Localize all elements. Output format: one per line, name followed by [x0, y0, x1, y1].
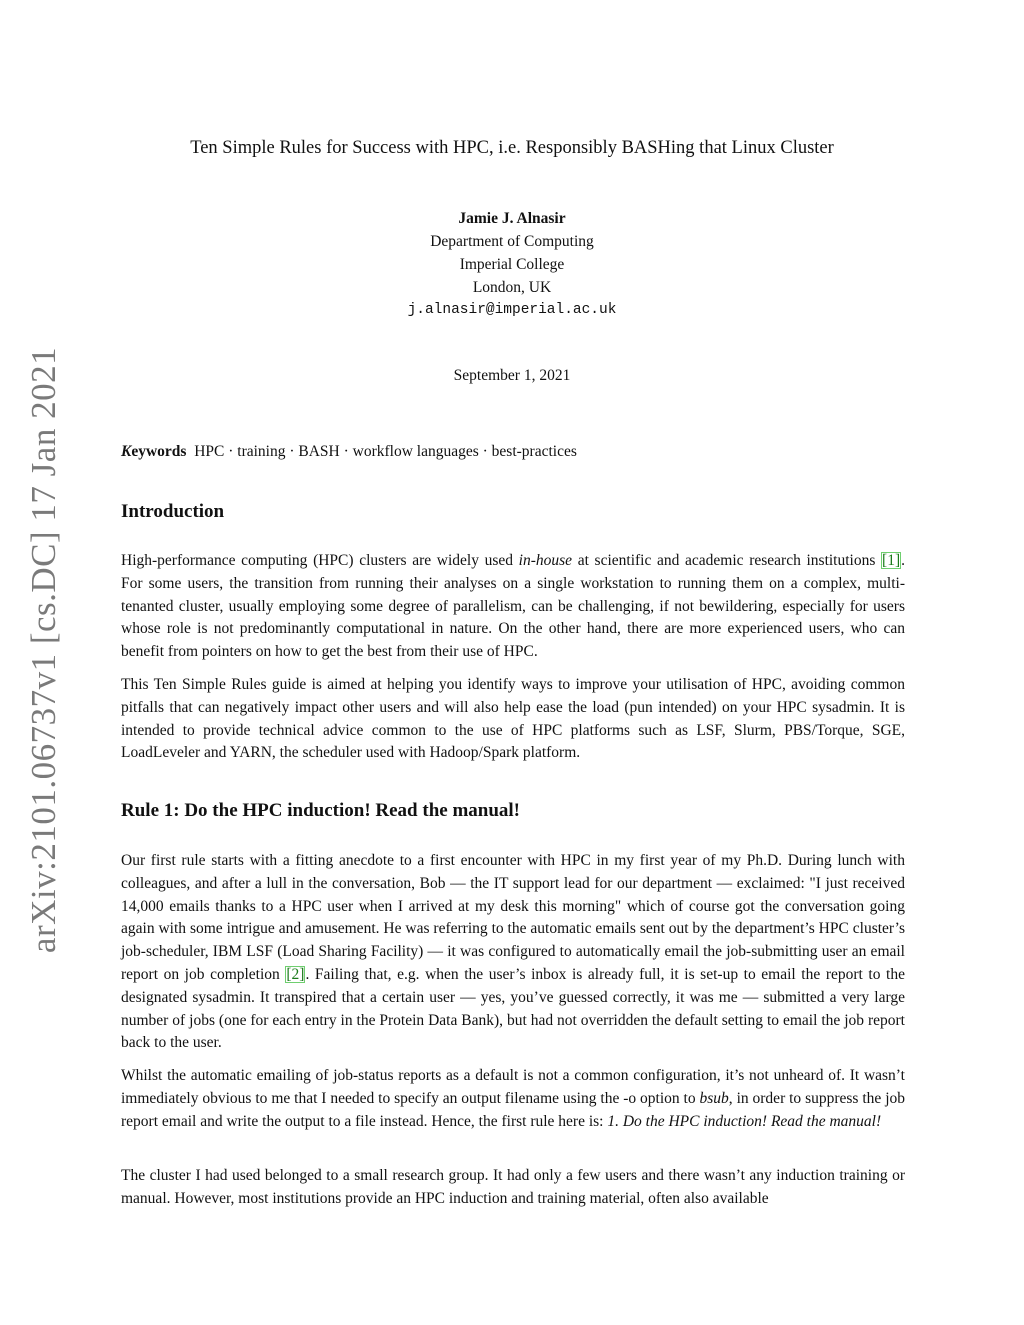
- intro-paragraph-2: This Ten Simple Rules guide is aimed at helping you identify ways to improve your utilisation of HPC, avoiding common pitfalls that can negatively impact other users and will also help ease the load (pun intended) on your HPC sysadmin. It is intended to provide technical advice common to the use of HPC platforms such as LSF, Slurm, PBS/Torque, SGE, LoadLeveler and YARN, the scheduler used with Hadoop/Spark platform.: [121, 676, 905, 762]
- intro-p1-text-c: at scientific and academic research institutions: [572, 552, 882, 569]
- rule1-paragraph-2: [121, 1065, 905, 1133]
- author-department: Department of Computing: [430, 233, 594, 250]
- arxiv-identifier-stamp: [24, 346, 64, 954]
- keywords-label-rest: eywords: [131, 443, 187, 460]
- rule1-p2-text-a: Whilst the automatic emailing of job-status reports as a default is not a common configuration, it’s not unheard of. It wasn’t immediately obvious to me that I needed to specify an output filename using the -o option to: [121, 1067, 905, 1107]
- rule1-paragraph-1: [121, 850, 905, 1055]
- paper-date: September 1, 2021: [453, 367, 571, 384]
- rule1-p2-text-c: , in order to suppress the job report email and write the output to a file instead. Hence, the first rule here is:: [121, 1089, 906, 1130]
- arxiv-identifier-text: arXiv:2101.06737v1 [cs.DC] 17 Jan 2021: [24, 346, 63, 954]
- intro-paragraph-1: [121, 550, 905, 664]
- rule1-p1-text-b: . Failing that, e.g. when the user’s inbox is already full, it is set-up to email the report to the designated sysadmin. It transpired that a certain user — yes, you’ve guessed correctly, it was me — submitted a very large number of jobs (one for each entry in the Protein Data Bank), but had not overridden the default setting to email the job report back to the user.: [121, 965, 905, 1052]
- intro-p1-text-d: . For some users, the transition from running their analyses on a single workstation to running them on a complex, multi-tenanted cluster, usually employing some degree of parallelism, can be challenging, if not bewildering, especially for users whose role is not predominantly computational in nature. On the other hand, there are more experienced users, who can benefit from pointers on how to get the best from their use of HPC.: [121, 552, 905, 661]
- author-location: London, UK: [472, 279, 552, 296]
- intro-p1-text-a: High-performance computing (HPC) clusters are widely used: [121, 552, 519, 569]
- author-block: [0, 207, 1024, 322]
- author-name: Jamie J. Alnasir: [458, 210, 566, 227]
- section-heading-introduction: Introduction: [121, 501, 225, 522]
- keywords-label-initial: K: [121, 443, 132, 460]
- rule1-p2-command-bsub: bsub: [699, 1089, 729, 1107]
- keywords-label: [121, 443, 186, 460]
- keywords-list: HPC · training · BASH · workflow languages · best-practices: [194, 443, 577, 460]
- citation-link-2[interactable]: [2]: [286, 965, 305, 983]
- intro-p1-emphasis: in-house: [518, 552, 573, 569]
- rule1-paragraph-3: The cluster I had used belonged to a small research group. It had only a few users and there wasn’t any induction training or manual. However, most institutions provide an HPC induction and training material, often also available: [121, 1167, 905, 1207]
- rule1-p1-text-a: Our first rule starts with a fitting anecdote to a first encounter with HPC in my first year of my Ph.D. During lunch with colleagues, and after a lull in the conversation, Bob — the IT support lead for our department — exclaimed: "I just received 14,000 emails thanks to a HPC user when I arrived at my desk this morning" which of course got the conversation going again with some intrigue and amusement. He was referring to the automatic emails sent out by the department’s HPC cluster’s job-scheduler, IBM LSF (Load Sharing Facility) — it was configured to automatically email the job-submitting user an email report on job completion: [121, 852, 905, 983]
- keywords-line: [121, 443, 905, 461]
- author-institution: Imperial College: [459, 256, 565, 273]
- author-email-link[interactable]: j.alnasir@imperial.ac.uk: [407, 302, 617, 318]
- citation-link-1[interactable]: [1]: [882, 552, 901, 569]
- paper-title: Ten Simple Rules for Success with HPC, i.e. Responsibly BASHing that Linux Cluster: [190, 138, 834, 158]
- rule1-p2-rule-statement: 1. Do the HPC induction! Read the manual!: [607, 1112, 882, 1130]
- section-heading-rule-1: Rule 1: Do the HPC induction! Read the manual!: [121, 800, 521, 821]
